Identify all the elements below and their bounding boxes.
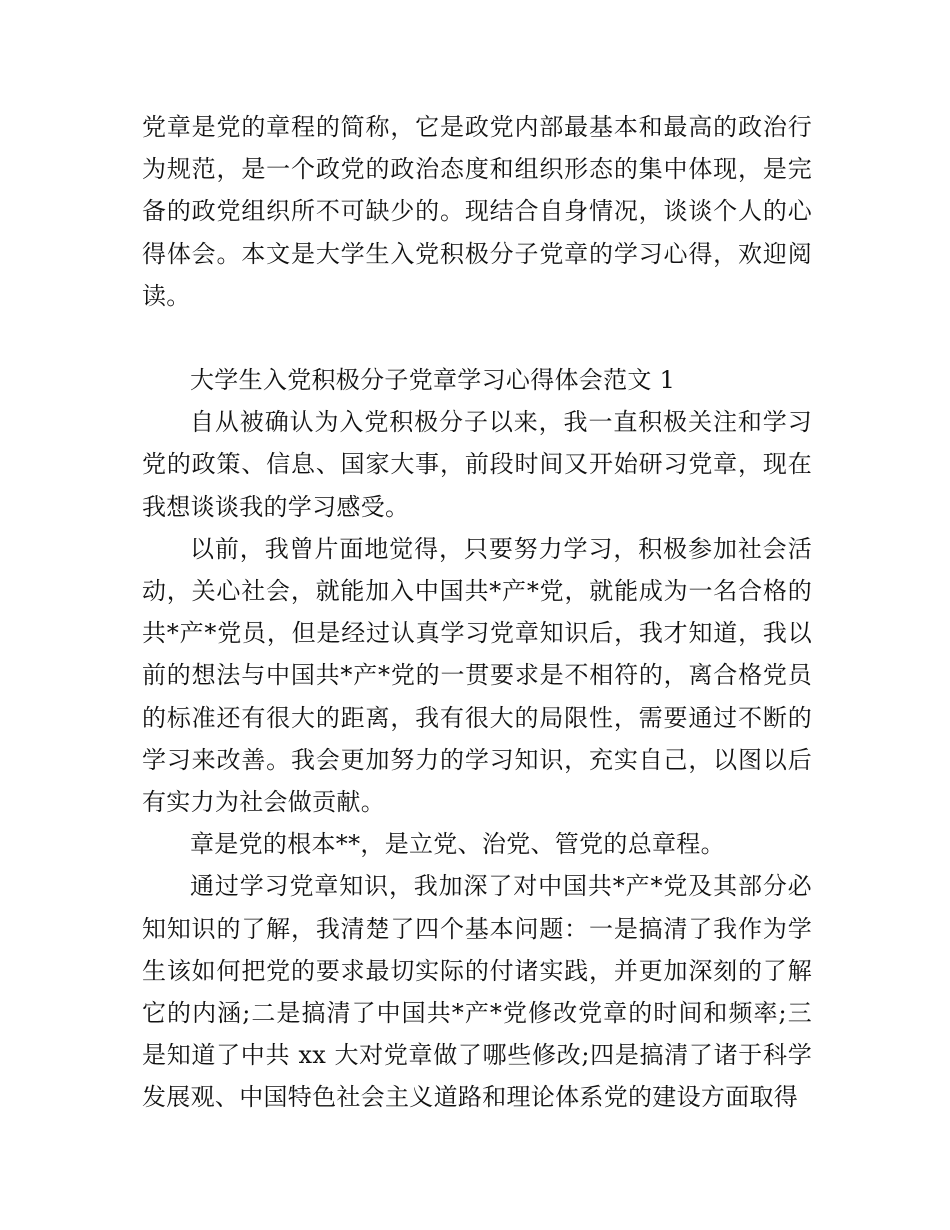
paragraph-gap (142, 317, 812, 359)
body-paragraph-4: 通过学习党章知识，我加深了对中国共*产*党及其部分必知知识的了解，我清楚了四个基本问题：一是搞清了我作为学生该如何把党的要求最切实际的付诸实践，并更加深刻的了解它的内涵;二是搞清了中国共*产*党修改党章的时间和频率;三是知道了中共 xx 大对党章做了哪些修改;四是搞清了诸于科学发展观、中国特色社会主义道路和理论体系党的建设方面取得 (142, 872, 812, 1112)
document-body (142, 106, 812, 1119)
intro-paragraph: 党章是党的章程的简称，它是政党内部最基本和最高的政治行为规范，是一个政党的政治态度和组织形态的集中体现，是完备的政党组织所不可缺少的。现结合自身情况，谈谈个人的心得体会。本文是大学生入党积极分子党章的学习心得，欢迎阅读。 (142, 113, 812, 310)
body-paragraph-2: 以前，我曾片面地觉得，只要努力学习，积极参加社会活动，关心社会，就能加入中国共*产*党，就能成为一名合格的共*产*党员，但是经过认真学习党章知识后，我才知道，我以前的想法与中国共*产*党的一贯要求是不相符的，离合格党员的标准还有很大的距离，我有很大的局限性，需要通过不断的学习来改善。我会更加努力的学习知识，充实自己，以图以后有实力为社会做贡献。 (142, 534, 812, 817)
body-paragraph-1: 自从被确认为入党积极分子以来，我一直积极关注和学习党的政策、信息、国家大事，前段时间又开始研习党章，现在我想谈谈我的学习感受。 (142, 408, 812, 521)
body-paragraph-3: 章是党的根本**，是立党、治党、管党的总章程。 (190, 830, 725, 859)
section-title: 大学生入党积极分子党章学习心得体会范文 1 (190, 366, 676, 395)
